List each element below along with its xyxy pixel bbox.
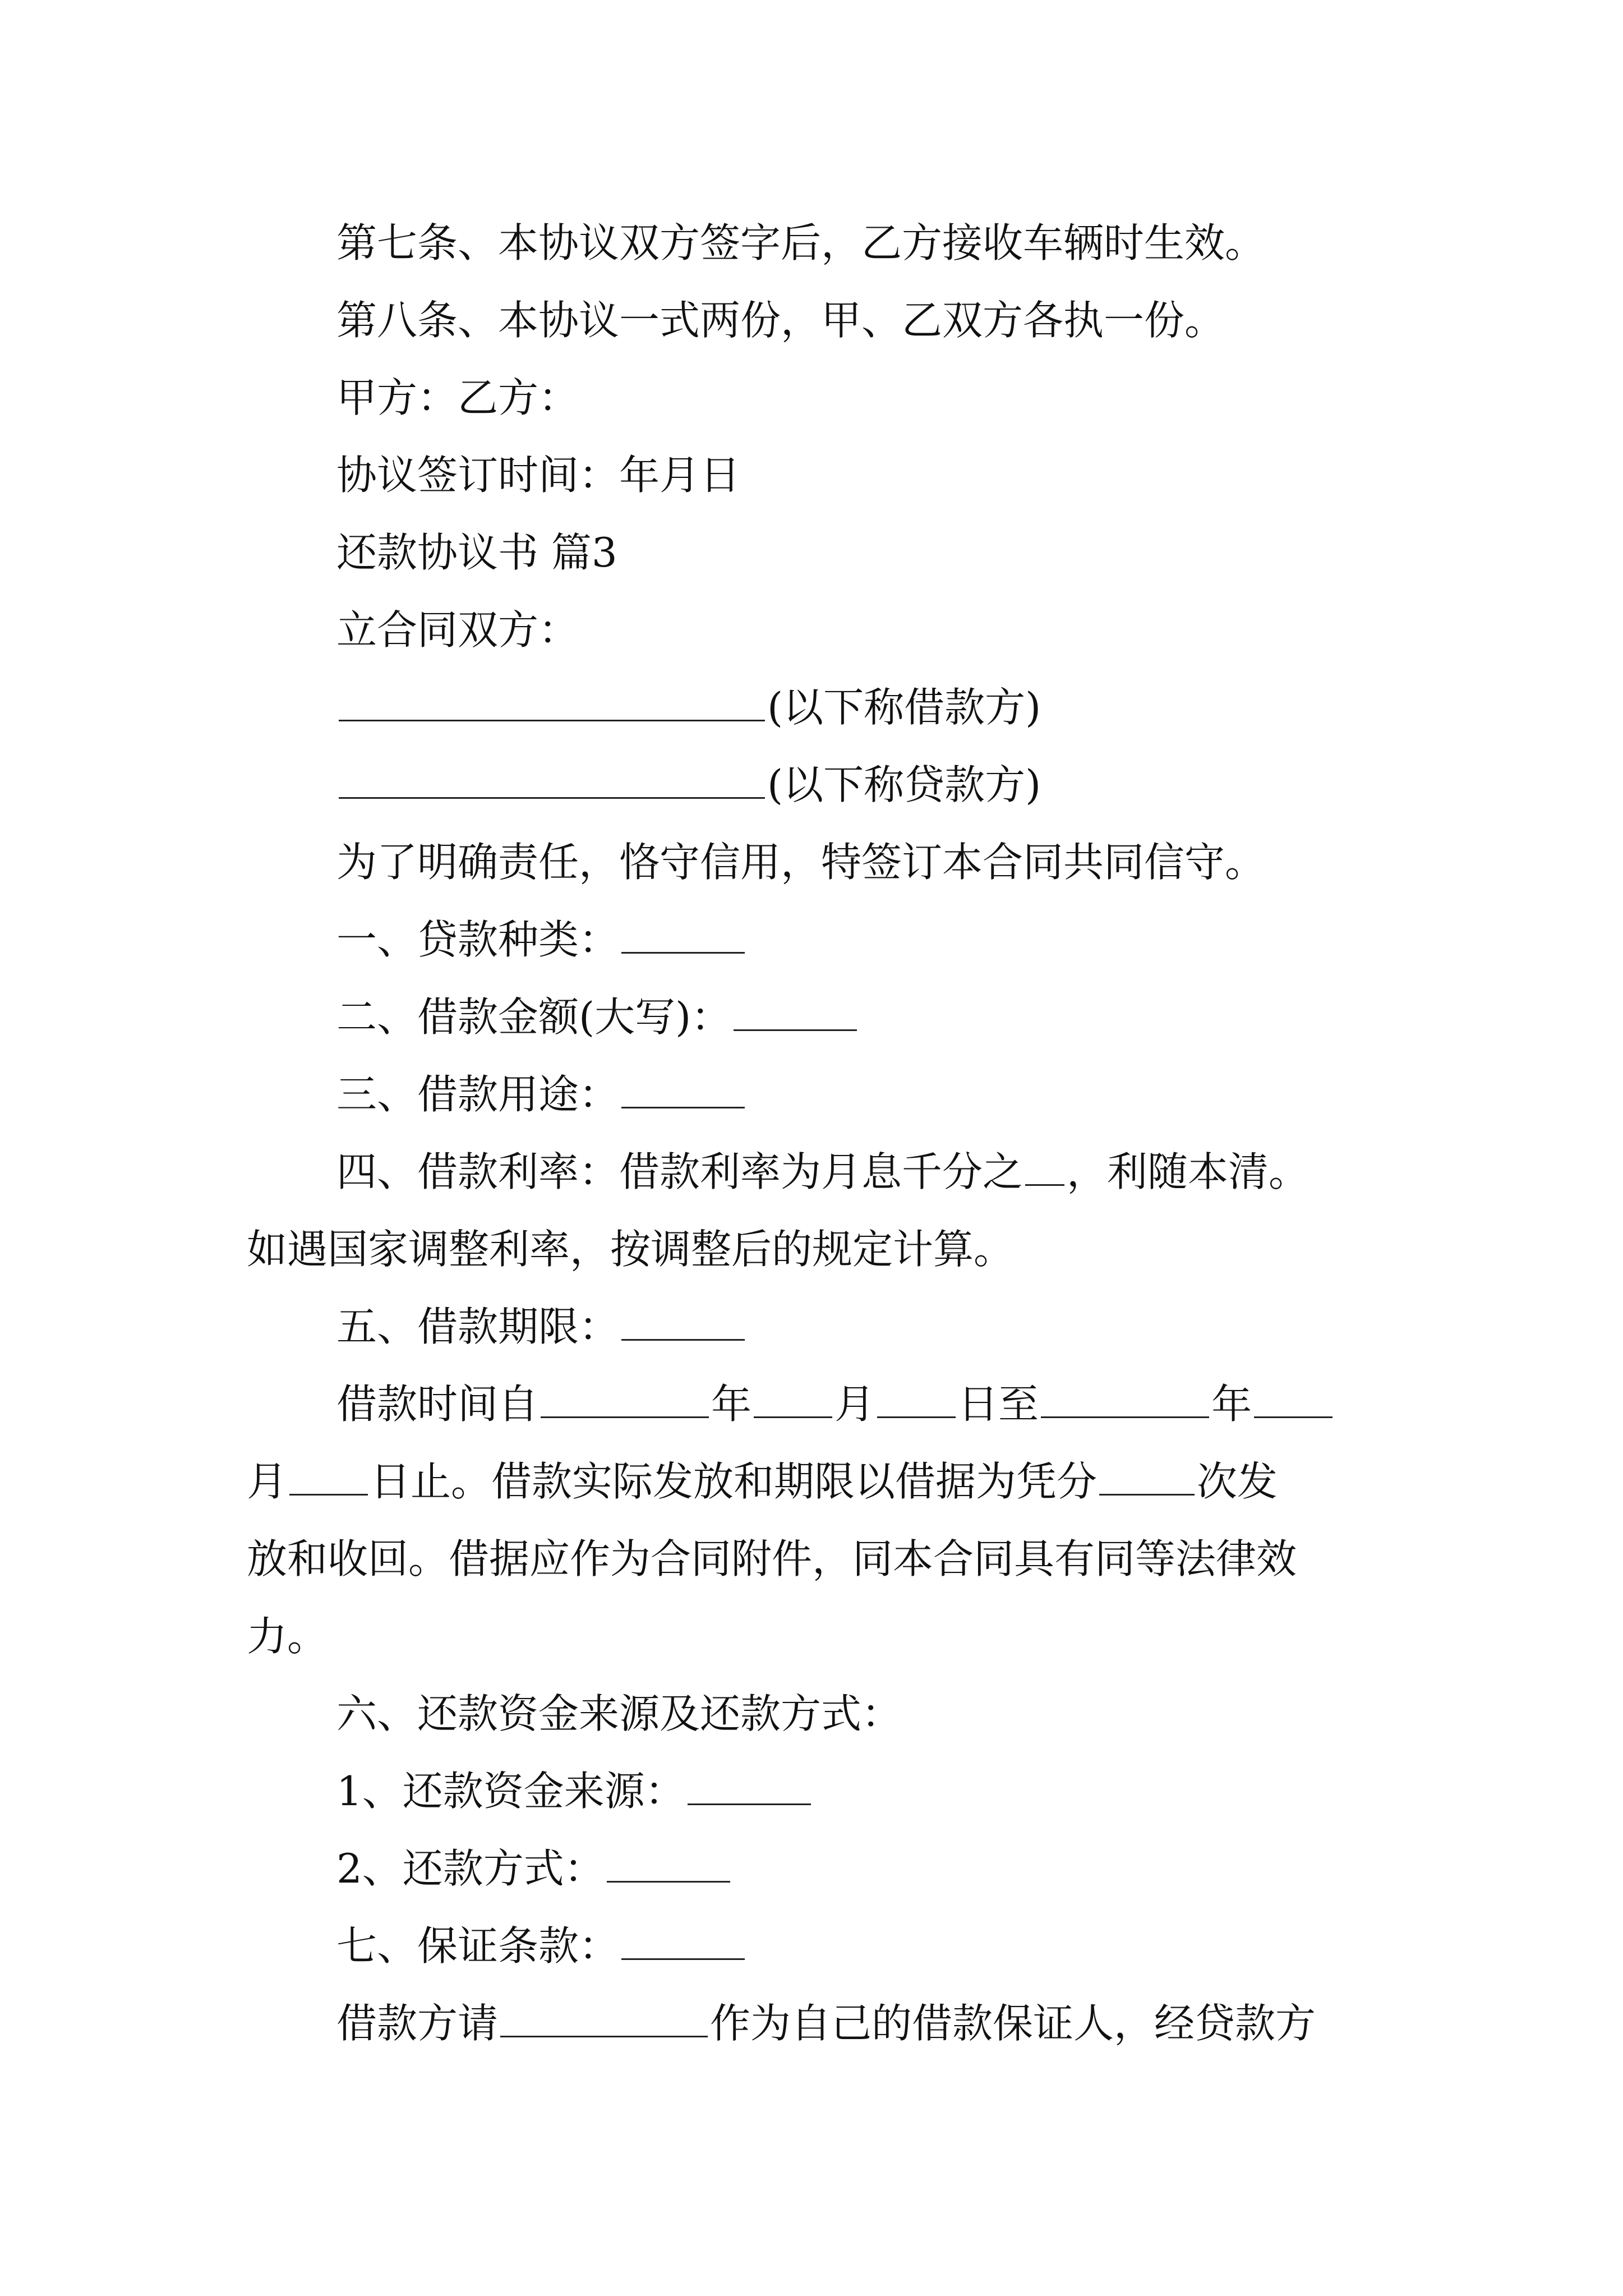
loan-period-d: 日至	[958, 1381, 1039, 1428]
contract-parties	[336, 602, 579, 658]
loan-period-continued-2-text: 放和收回。借据应作为合同附件，同本合同具有同等法律效	[247, 1535, 1297, 1582]
party-signatures-text: 甲方：乙方：	[336, 374, 579, 421]
purpose-statement	[336, 834, 1265, 890]
loan-period-b: 年	[711, 1381, 752, 1428]
loan-type-blank	[621, 918, 745, 954]
end-year-blank	[1041, 1383, 1209, 1418]
repayment-source-blank	[688, 1770, 811, 1805]
interest-rate-continued-text: 如遇国家调整利率，按调整后的规定计算。	[247, 1226, 1015, 1273]
lender-line	[336, 757, 1041, 813]
start-day-blank	[877, 1383, 956, 1418]
section-heading-text: 还款协议书 篇3	[336, 529, 617, 576]
repayment-heading-text: 六、还款资金来源及还款方式：	[336, 1690, 902, 1737]
loan-term	[336, 1299, 747, 1355]
guarantor-line-a: 借款方请	[336, 2000, 499, 2047]
clause-7-text: 第七条、本协议双方签字后，乙方接收车辆时生效。	[336, 219, 1266, 266]
guarantee-clause	[336, 1918, 747, 1974]
loan-period-continued-a: 月	[247, 1458, 288, 1505]
repayment-source	[336, 1763, 813, 1819]
guarantee-clause-blank	[621, 1925, 745, 1960]
guarantee-clause-label: 七、保证条款：	[336, 1922, 620, 1970]
loan-type-label: 一、贷款种类：	[336, 916, 620, 963]
loan-period-continued-2	[247, 1531, 1297, 1587]
loan-use	[336, 1066, 747, 1122]
interest-rate-text-b: ，利随本清。	[1067, 1148, 1310, 1195]
loan-type	[336, 912, 747, 968]
section-heading	[336, 524, 617, 581]
repayment-method-blank	[607, 1847, 730, 1883]
clause-8-text: 第八条、本协议一式两份，甲、乙双方各执一份。	[336, 297, 1225, 344]
loan-term-label: 五、借款期限：	[336, 1303, 620, 1350]
signing-date	[336, 447, 740, 503]
interest-rate-blank	[1025, 1151, 1064, 1186]
purpose-statement-text: 为了明确责任，恪守信用，特签订本合同共同信守。	[336, 839, 1266, 886]
lender-blank	[339, 763, 765, 799]
borrower-blank	[339, 686, 765, 721]
loan-period-continued-3-text: 力。	[247, 1613, 328, 1660]
guarantor-blank	[500, 2002, 708, 2037]
loan-period-c: 月	[834, 1381, 875, 1428]
loan-period-continued	[247, 1453, 1278, 1510]
loan-period-continued-c: 次发	[1197, 1458, 1278, 1505]
start-year-blank	[541, 1383, 709, 1418]
start-month-blank	[754, 1383, 832, 1418]
interest-rate	[336, 1144, 1309, 1200]
loan-term-blank	[621, 1305, 745, 1341]
signing-date-text: 协议签订时间：年月日	[336, 452, 741, 499]
repayment-heading	[336, 1686, 902, 1742]
loan-period-a: 借款时间自	[336, 1381, 539, 1428]
interest-rate-text-a: 四、借款利率：借款利率为月息千分之	[336, 1148, 1023, 1195]
repayment-source-label: 1、还款资金来源：	[336, 1768, 685, 1815]
interest-rate-continued	[247, 1221, 1014, 1277]
loan-period	[336, 1376, 1335, 1432]
repayment-method	[336, 1841, 732, 1897]
installment-count-blank	[1099, 1460, 1195, 1496]
clause-8	[336, 292, 1225, 348]
contract-parties-text: 立合同双方：	[336, 606, 579, 654]
lender-label: (以下称贷款方)	[767, 761, 1041, 808]
loan-period-e: 年	[1211, 1381, 1252, 1428]
party-signatures	[336, 370, 579, 426]
end-day-blank	[289, 1460, 368, 1496]
loan-period-continued-3	[247, 1608, 328, 1664]
borrower-line	[336, 679, 1041, 735]
loan-amount-label: 二、借款金额(大写)：	[336, 993, 732, 1041]
loan-period-continued-b: 日止。借款实际发放和期限以借据为凭分	[370, 1458, 1098, 1505]
loan-amount-blank	[734, 996, 857, 1031]
repayment-method-label: 2、还款方式：	[336, 1845, 605, 1892]
loan-use-label: 三、借款用途：	[336, 1071, 620, 1118]
guarantor-line-b: 作为自己的借款保证人，经贷款方	[710, 2000, 1316, 2047]
loan-amount	[336, 989, 859, 1045]
guarantor-line	[336, 1995, 1316, 2051]
end-month-blank	[1254, 1383, 1332, 1418]
clause-7	[336, 215, 1265, 271]
loan-use-blank	[621, 1073, 745, 1108]
borrower-label: (以下称借款方)	[767, 684, 1041, 731]
